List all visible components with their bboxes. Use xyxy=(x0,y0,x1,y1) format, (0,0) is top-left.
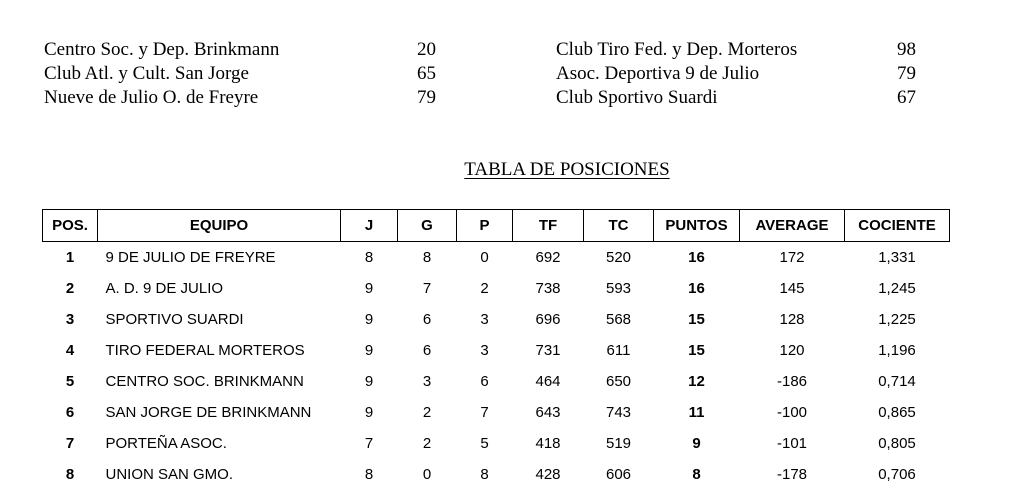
cell-tc: 743 xyxy=(605,404,632,421)
cell-j: 9 xyxy=(364,311,374,328)
cell-cociente: 0,805 xyxy=(878,435,916,452)
result-team: Centro Soc. y Dep. Brinkmann xyxy=(44,39,280,60)
header-p: P xyxy=(457,210,513,242)
cell-cociente: 0,865 xyxy=(878,404,916,421)
result-score: 98 xyxy=(897,39,916,60)
cell-tc: 520 xyxy=(605,249,632,266)
cell-equipo: TIRO FEDERAL MORTEROS xyxy=(105,342,305,359)
result-team: Club Atl. y Cult. San Jorge xyxy=(44,63,249,84)
cell-g: 8 xyxy=(422,249,432,266)
table-row xyxy=(43,397,950,428)
cell-equipo: A. D. 9 DE JULIO xyxy=(105,280,224,297)
result-team: Nueve de Julio O. de Freyre xyxy=(44,87,259,108)
cell-tf: 428 xyxy=(535,466,561,483)
cell-tf: 643 xyxy=(535,404,561,421)
cell-cociente: 0,706 xyxy=(878,466,916,483)
cell-equipo: 9 DE JULIO DE FREYRE xyxy=(105,249,276,266)
result-row xyxy=(556,86,926,110)
cell-g: 0 xyxy=(422,466,432,483)
cell-pos: 2 xyxy=(65,280,75,297)
standings-title: TABLA DE POSICIONES xyxy=(464,159,670,180)
table-row xyxy=(43,366,950,397)
cell-puntos: 9 xyxy=(692,435,701,452)
results-right-column xyxy=(556,38,926,110)
cell-cociente: 1,196 xyxy=(878,342,916,359)
cell-p: 2 xyxy=(480,280,489,297)
cell-cociente: 0,714 xyxy=(878,373,916,390)
table-row xyxy=(43,335,950,366)
cell-j: 9 xyxy=(364,404,374,421)
header-j: J xyxy=(341,210,398,242)
cell-j: 9 xyxy=(364,373,374,390)
cell-p: 3 xyxy=(480,311,489,328)
cell-tf: 696 xyxy=(535,311,561,328)
standings-header-row xyxy=(43,210,950,242)
cell-average: 128 xyxy=(779,311,805,328)
result-score: 67 xyxy=(897,87,916,108)
cell-average: 172 xyxy=(779,249,805,266)
result-team: Club Tiro Fed. y Dep. Morteros xyxy=(556,39,798,60)
result-score: 65 xyxy=(417,63,436,84)
result-row xyxy=(556,38,926,62)
cell-puntos: 8 xyxy=(692,466,701,483)
cell-tc: 606 xyxy=(605,466,632,483)
header-cociente: COCIENTE xyxy=(845,210,950,242)
cell-tc: 593 xyxy=(605,280,632,297)
table-row xyxy=(43,428,950,459)
cell-j: 9 xyxy=(364,342,374,359)
cell-j: 9 xyxy=(364,280,374,297)
cell-equipo: CENTRO SOC. BRINKMANN xyxy=(105,373,304,390)
cell-average: -100 xyxy=(776,404,808,421)
cell-average: 145 xyxy=(779,280,805,297)
cell-pos: 3 xyxy=(65,311,75,328)
cell-pos: 5 xyxy=(65,373,75,390)
result-row xyxy=(44,62,464,86)
cell-pos: 4 xyxy=(65,342,75,359)
table-row xyxy=(43,304,950,335)
header-equipo: EQUIPO xyxy=(98,210,341,242)
cell-tf: 464 xyxy=(535,373,561,390)
cell-equipo: SAN JORGE DE BRINKMANN xyxy=(105,404,312,421)
cell-cociente: 1,245 xyxy=(878,280,916,297)
result-row xyxy=(44,38,464,62)
cell-equipo: PORTEÑA ASOC. xyxy=(105,435,227,452)
cell-p: 5 xyxy=(480,435,489,452)
cell-g: 3 xyxy=(422,373,432,390)
cell-tf: 418 xyxy=(535,435,561,452)
cell-average: -186 xyxy=(776,373,808,390)
cell-j: 8 xyxy=(364,466,374,483)
cell-tc: 568 xyxy=(605,311,632,328)
header-average: AVERAGE xyxy=(740,210,845,242)
header-tf: TF xyxy=(513,210,584,242)
cell-p: 0 xyxy=(480,249,489,266)
cell-tf: 692 xyxy=(535,249,561,266)
cell-g: 7 xyxy=(422,280,432,297)
cell-tc: 611 xyxy=(606,342,631,359)
result-score: 79 xyxy=(897,63,916,84)
result-score: 20 xyxy=(417,39,436,60)
cell-tc: 519 xyxy=(605,435,632,452)
cell-p: 8 xyxy=(480,466,489,483)
header-g: G xyxy=(398,210,457,242)
cell-g: 6 xyxy=(422,342,432,359)
cell-j: 7 xyxy=(364,435,374,452)
cell-equipo: SPORTIVO SUARDI xyxy=(105,311,244,328)
header-pos: POS. xyxy=(43,210,98,242)
cell-pos: 7 xyxy=(65,435,75,452)
results-left-column xyxy=(44,38,464,110)
cell-p: 7 xyxy=(480,404,489,421)
cell-pos: 8 xyxy=(65,466,75,483)
standings-body xyxy=(43,242,950,491)
cell-tf: 731 xyxy=(535,342,561,359)
cell-pos: 6 xyxy=(65,404,75,421)
result-row xyxy=(556,62,926,86)
cell-p: 3 xyxy=(480,342,489,359)
standings-table xyxy=(42,209,950,490)
cell-average: 120 xyxy=(779,342,805,359)
cell-pos: 1 xyxy=(65,249,75,266)
cell-p: 6 xyxy=(480,373,489,390)
cell-puntos: 15 xyxy=(688,311,705,328)
header-tc: TC xyxy=(584,210,654,242)
cell-puntos: 12 xyxy=(688,373,705,390)
cell-average: -178 xyxy=(776,466,808,483)
table-row xyxy=(43,273,950,304)
cell-tc: 650 xyxy=(605,373,632,390)
table-row xyxy=(43,242,950,274)
result-team: Club Sportivo Suardi xyxy=(556,87,718,108)
cell-equipo: UNION SAN GMO. xyxy=(105,466,234,483)
cell-g: 2 xyxy=(422,404,432,421)
cell-puntos: 11 xyxy=(688,404,705,421)
cell-g: 6 xyxy=(422,311,432,328)
cell-puntos: 15 xyxy=(688,342,705,359)
cell-puntos: 16 xyxy=(688,280,705,297)
table-row xyxy=(43,459,950,490)
result-row xyxy=(44,86,464,110)
cell-average: -101 xyxy=(776,435,808,452)
result-team: Asoc. Deportiva 9 de Julio xyxy=(556,63,760,84)
cell-tf: 738 xyxy=(535,280,561,297)
cell-g: 2 xyxy=(422,435,432,452)
cell-j: 8 xyxy=(364,249,374,266)
cell-cociente: 1,331 xyxy=(878,249,916,266)
cell-puntos: 16 xyxy=(688,249,705,266)
cell-cociente: 1,225 xyxy=(878,311,916,328)
header-puntos: PUNTOS xyxy=(654,210,740,242)
result-score: 79 xyxy=(417,87,436,108)
standings-title-wrap xyxy=(0,158,1024,182)
